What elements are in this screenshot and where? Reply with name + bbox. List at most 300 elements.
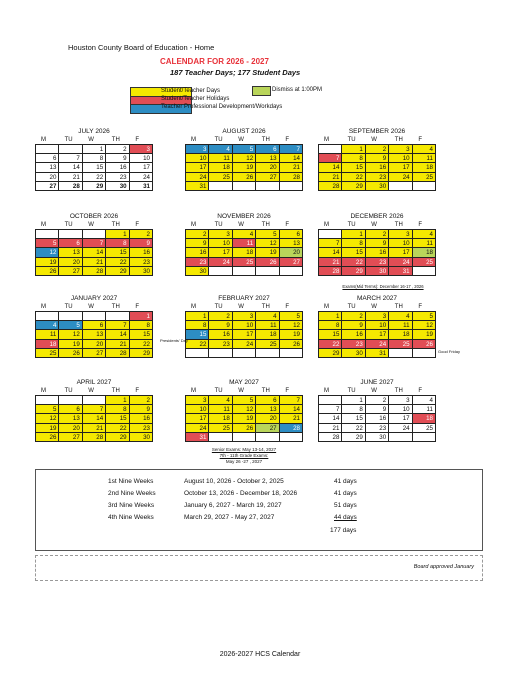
day-cell: 8 (342, 405, 365, 414)
day-cell: 4 (36, 321, 59, 330)
day-cell (413, 182, 436, 191)
day-cell: 11 (413, 239, 436, 248)
day-cell: 17 (389, 414, 412, 423)
day-cell: 23 (106, 173, 129, 182)
day-cell: 20 (36, 173, 59, 182)
day-cell: 19 (233, 414, 256, 423)
day-cell: 4 (413, 145, 436, 154)
day-cell: 5 (233, 396, 256, 405)
term-name: 2nd Nine Weeks (108, 490, 156, 497)
day-cell (83, 396, 106, 405)
day-cell: 25 (413, 173, 436, 182)
day-cell: 30 (106, 182, 129, 191)
day-cell (106, 312, 129, 321)
day-cell: 16 (366, 163, 389, 172)
day-cell: 3 (389, 145, 412, 154)
legend-green-swatch (252, 86, 271, 96)
day-cell: 29 (319, 349, 342, 358)
day-cell: 12 (59, 330, 82, 339)
day-cell (186, 349, 209, 358)
day-cell (280, 433, 303, 442)
day-cell (36, 145, 59, 154)
day-cell: 2 (209, 312, 232, 321)
weekday-label: F (418, 137, 423, 143)
day-cell: 14 (83, 414, 106, 423)
day-cell: 30 (130, 433, 153, 442)
day-cell: 20 (256, 163, 279, 172)
day-cell: 17 (130, 163, 153, 172)
month-grid (318, 311, 436, 358)
board-approval-text: Board approved January (413, 564, 474, 570)
day-cell: 28 (83, 433, 106, 442)
day-cell: 3 (130, 145, 153, 154)
day-cell: 29 (106, 433, 129, 442)
day-cell: 26 (233, 173, 256, 182)
weekday-label: M (324, 388, 329, 394)
weekday-label: F (285, 388, 290, 394)
day-cell (36, 312, 59, 321)
day-cell: 8 (319, 321, 342, 330)
day-cell: 27 (280, 258, 303, 267)
presidents-day-note: Presidents' Day (160, 338, 188, 343)
day-cell: 23 (342, 340, 365, 349)
day-cell (256, 182, 279, 191)
day-cell: 24 (389, 258, 412, 267)
day-cell: 30 (342, 349, 365, 358)
day-cell: 30 (366, 433, 389, 442)
day-cell: 21 (83, 424, 106, 433)
weekday-header (185, 136, 303, 144)
month-title: SEPTEMBER 2026 (348, 128, 406, 135)
weekday-label: W (371, 137, 377, 143)
day-cell: 22 (342, 173, 365, 182)
calendar-subtitle: 187 Teacher Days; 177 Student Days (170, 68, 301, 77)
day-cell: 24 (233, 340, 256, 349)
board-approval-box (35, 555, 483, 581)
day-cell: 21 (280, 163, 303, 172)
weekday-label: TU (64, 222, 73, 228)
day-cell: 17 (389, 163, 412, 172)
day-cell: 29 (130, 349, 153, 358)
day-cell: 6 (256, 396, 279, 405)
day-cell: 29 (342, 267, 365, 276)
month-calendar (318, 127, 436, 191)
day-cell (209, 267, 232, 276)
day-cell: 20 (59, 424, 82, 433)
day-cell: 31 (186, 433, 209, 442)
legend-student-teacher-days: Student/Teacher Days (161, 88, 221, 94)
day-cell: 9 (130, 405, 153, 414)
legend-pd: Teacher Professional Development/Workdays (161, 104, 283, 110)
day-cell: 15 (83, 163, 106, 172)
weekday-header (185, 387, 303, 395)
total-days: 177 days (330, 527, 357, 534)
day-cell: 7 (319, 239, 342, 248)
month-calendar (318, 378, 436, 442)
grade-exams-note: 7th - 11th Grade Exams: (219, 453, 269, 458)
day-cell: 1 (342, 145, 365, 154)
day-cell: 28 (319, 182, 342, 191)
day-cell: 11 (209, 405, 232, 414)
day-cell: 4 (233, 230, 256, 239)
day-cell: 27 (256, 173, 279, 182)
day-cell: 17 (186, 414, 209, 423)
day-cell: 2 (106, 145, 129, 154)
day-cell: 24 (389, 424, 412, 433)
day-cell: 23 (366, 258, 389, 267)
day-cell: 14 (319, 248, 342, 257)
day-cell: 21 (319, 258, 342, 267)
day-cell: 12 (233, 405, 256, 414)
day-cell: 2 (130, 396, 153, 405)
day-cell: 28 (59, 182, 82, 191)
weekday-header (35, 221, 153, 229)
day-cell: 13 (36, 163, 59, 172)
month-title: MARCH 2027 (356, 295, 398, 302)
day-cell: 13 (280, 239, 303, 248)
weekday-label: F (418, 388, 423, 394)
day-cell (389, 433, 412, 442)
weekday-header (318, 136, 436, 144)
day-cell: 8 (106, 239, 129, 248)
day-cell: 24 (209, 258, 232, 267)
day-cell (319, 230, 342, 239)
month-grid (35, 229, 153, 276)
month-title: FEBRUARY 2027 (218, 295, 270, 302)
day-cell: 16 (130, 248, 153, 257)
weekday-label: TU (347, 304, 356, 310)
day-cell: 28 (319, 433, 342, 442)
day-cell: 22 (319, 340, 342, 349)
day-cell: 17 (186, 163, 209, 172)
month-calendar (185, 294, 303, 358)
day-cell: 8 (83, 154, 106, 163)
day-cell: 10 (130, 154, 153, 163)
day-cell: 9 (130, 239, 153, 248)
day-cell (280, 349, 303, 358)
month-title: JUNE 2027 (360, 379, 394, 386)
day-cell: 6 (256, 145, 279, 154)
term-range: March 29, 2027 - May 27, 2027 (184, 514, 275, 521)
weekday-label: TH (394, 388, 403, 394)
senior-exams-note: Senior Exams: May 13-14, 2027 (211, 447, 277, 452)
month-title: NOVEMBER 2026 (217, 213, 271, 220)
month-calendar (35, 212, 153, 276)
day-cell: 20 (59, 258, 82, 267)
day-cell: 10 (233, 321, 256, 330)
day-cell: 10 (389, 239, 412, 248)
month-calendar (318, 212, 436, 276)
weekday-label: M (324, 304, 329, 310)
term-days: 44 days (334, 514, 357, 521)
weekday-label: TH (261, 222, 270, 228)
weekday-label: W (371, 222, 377, 228)
day-cell: 14 (319, 414, 342, 423)
day-cell (280, 182, 303, 191)
day-cell: 16 (106, 163, 129, 172)
day-cell: 3 (389, 230, 412, 239)
day-cell: 1 (342, 396, 365, 405)
day-cell: 8 (342, 154, 365, 163)
day-cell: 19 (36, 258, 59, 267)
day-cell: 25 (233, 258, 256, 267)
day-cell (280, 267, 303, 276)
day-cell: 11 (256, 321, 279, 330)
day-cell: 26 (59, 349, 82, 358)
day-cell: 8 (106, 405, 129, 414)
day-cell: 4 (209, 145, 232, 154)
day-cell: 25 (389, 340, 412, 349)
day-cell: 12 (256, 239, 279, 248)
day-cell: 29 (342, 182, 365, 191)
day-cell: 26 (256, 258, 279, 267)
weekday-label: F (418, 304, 423, 310)
day-cell: 10 (209, 239, 232, 248)
day-cell: 23 (186, 258, 209, 267)
day-cell (233, 182, 256, 191)
weekday-label: W (371, 304, 377, 310)
day-cell: 13 (256, 154, 279, 163)
day-cell (233, 267, 256, 276)
day-cell: 19 (59, 340, 82, 349)
day-cell: 10 (186, 405, 209, 414)
day-cell: 18 (413, 248, 436, 257)
day-cell: 5 (233, 145, 256, 154)
day-cell: 22 (342, 258, 365, 267)
day-cell: 10 (366, 321, 389, 330)
day-cell: 5 (413, 312, 436, 321)
grade-exams-dates: May 26 -27 , 2027 (225, 459, 263, 464)
day-cell: 11 (233, 239, 256, 248)
weekday-header (318, 221, 436, 229)
day-cell: 7 (106, 321, 129, 330)
weekday-label: TU (347, 137, 356, 143)
day-cell: 28 (83, 267, 106, 276)
day-cell: 28 (106, 349, 129, 358)
day-cell: 11 (413, 405, 436, 414)
day-cell (256, 433, 279, 442)
month-title: OCTOBER 2026 (69, 213, 119, 220)
weekday-label: TH (111, 388, 120, 394)
month-grid (318, 395, 436, 442)
day-cell: 11 (36, 330, 59, 339)
day-cell (209, 182, 232, 191)
day-cell: 4 (389, 312, 412, 321)
day-cell (319, 396, 342, 405)
weekday-label: F (135, 388, 140, 394)
good-friday-note: Good Friday (438, 349, 461, 354)
day-cell: 16 (209, 330, 232, 339)
day-cell: 25 (209, 424, 232, 433)
day-cell: 13 (59, 414, 82, 423)
weekday-label: M (191, 304, 196, 310)
day-cell: 23 (366, 424, 389, 433)
weekday-label: TU (64, 137, 73, 143)
day-cell: 27 (83, 349, 106, 358)
weekday-label: W (371, 388, 377, 394)
day-cell: 21 (83, 258, 106, 267)
month-grid (185, 311, 303, 358)
weekday-label: W (238, 304, 244, 310)
day-cell: 25 (413, 258, 436, 267)
weekday-label: TH (111, 304, 120, 310)
weekday-label: M (324, 137, 329, 143)
day-cell: 1 (83, 145, 106, 154)
day-cell: 21 (59, 173, 82, 182)
weekday-label: W (88, 388, 94, 394)
day-cell (59, 312, 82, 321)
day-cell: 29 (106, 267, 129, 276)
weekday-label: TU (214, 388, 223, 394)
day-cell: 16 (130, 414, 153, 423)
weekday-label: M (41, 137, 46, 143)
day-cell: 20 (256, 414, 279, 423)
day-cell: 15 (342, 414, 365, 423)
weekday-label: TH (394, 304, 403, 310)
day-cell: 16 (342, 330, 365, 339)
term-range: August 10, 2026 - October 2, 2025 (184, 478, 284, 485)
day-cell: 27 (36, 182, 59, 191)
day-cell (233, 349, 256, 358)
day-cell: 11 (209, 154, 232, 163)
month-grid (35, 311, 153, 358)
day-cell: 15 (106, 248, 129, 257)
day-cell: 14 (59, 163, 82, 172)
day-cell: 22 (106, 424, 129, 433)
day-cell: 18 (389, 330, 412, 339)
day-cell: 23 (130, 258, 153, 267)
day-cell: 9 (342, 321, 365, 330)
day-cell: 27 (59, 267, 82, 276)
day-cell: 7 (280, 396, 303, 405)
weekday-label: TH (111, 222, 120, 228)
day-cell: 2 (342, 312, 365, 321)
month-title: APRIL 2027 (76, 379, 112, 386)
weekday-label: W (88, 137, 94, 143)
day-cell: 22 (83, 173, 106, 182)
term-name: 1st Nine Weeks (108, 478, 154, 485)
day-cell: 26 (36, 433, 59, 442)
day-cell: 14 (106, 330, 129, 339)
day-cell: 25 (209, 173, 232, 182)
day-cell (36, 230, 59, 239)
day-cell: 30 (186, 267, 209, 276)
day-cell: 31 (130, 182, 153, 191)
day-cell (59, 230, 82, 239)
day-cell: 27 (59, 433, 82, 442)
day-cell: 2 (186, 230, 209, 239)
day-cell: 15 (130, 330, 153, 339)
term-days: 51 days (334, 502, 357, 509)
day-cell: 18 (36, 340, 59, 349)
day-cell: 7 (280, 145, 303, 154)
day-cell (389, 349, 412, 358)
weekday-label: TU (64, 388, 73, 394)
day-cell: 22 (130, 340, 153, 349)
month-grid (35, 395, 153, 442)
weekday-header (318, 303, 436, 311)
day-cell: 9 (186, 239, 209, 248)
weekday-label: M (191, 388, 196, 394)
weekday-header (35, 303, 153, 311)
day-cell: 23 (130, 424, 153, 433)
weekday-label: TH (261, 137, 270, 143)
day-cell: 3 (233, 312, 256, 321)
day-cell: 8 (130, 321, 153, 330)
month-title: MAY 2027 (229, 379, 259, 386)
day-cell: 1 (319, 312, 342, 321)
day-cell: 9 (366, 405, 389, 414)
day-cell: 10 (186, 154, 209, 163)
day-cell: 5 (256, 230, 279, 239)
day-cell: 1 (130, 312, 153, 321)
day-cell: 13 (256, 405, 279, 414)
day-cell: 21 (319, 424, 342, 433)
day-cell: 25 (256, 340, 279, 349)
day-cell: 23 (366, 173, 389, 182)
day-cell: 22 (342, 424, 365, 433)
dec-exam-note: Exams(Mid Terms): December 16-17 , 2026 (342, 284, 424, 289)
day-cell: 7 (59, 154, 82, 163)
weekday-label: TU (347, 222, 356, 228)
day-cell: 3 (186, 396, 209, 405)
day-cell: 5 (36, 405, 59, 414)
day-cell: 9 (106, 154, 129, 163)
weekday-label: TU (64, 304, 73, 310)
day-cell: 18 (413, 414, 436, 423)
day-cell: 11 (413, 154, 436, 163)
day-cell: 16 (366, 414, 389, 423)
day-cell: 3 (186, 145, 209, 154)
day-cell: 9 (366, 239, 389, 248)
day-cell: 6 (280, 230, 303, 239)
weekday-label: TH (394, 137, 403, 143)
day-cell: 8 (186, 321, 209, 330)
month-calendar (185, 212, 303, 276)
day-cell: 20 (280, 248, 303, 257)
day-cell: 18 (209, 163, 232, 172)
day-cell (59, 396, 82, 405)
weekday-label: M (191, 222, 196, 228)
day-cell (209, 433, 232, 442)
day-cell (256, 349, 279, 358)
day-cell: 24 (389, 173, 412, 182)
weekday-label: TU (214, 304, 223, 310)
day-cell: 4 (256, 312, 279, 321)
term-name: 3rd Nine Weeks (108, 502, 155, 509)
day-cell: 15 (342, 163, 365, 172)
day-cell: 7 (83, 405, 106, 414)
day-cell: 4 (413, 396, 436, 405)
weekday-header (35, 136, 153, 144)
day-cell: 13 (83, 330, 106, 339)
day-cell: 23 (209, 340, 232, 349)
day-cell: 17 (209, 248, 232, 257)
day-cell (233, 433, 256, 442)
day-cell (83, 230, 106, 239)
weekday-label: F (135, 222, 140, 228)
weekday-label: F (418, 222, 423, 228)
weekday-label: W (238, 137, 244, 143)
day-cell: 30 (130, 267, 153, 276)
month-title: AUGUST 2026 (222, 128, 266, 135)
weekday-label: M (41, 388, 46, 394)
day-cell: 1 (106, 230, 129, 239)
day-cell: 25 (413, 424, 436, 433)
day-cell: 14 (319, 163, 342, 172)
day-cell: 14 (280, 405, 303, 414)
day-cell: 15 (186, 330, 209, 339)
